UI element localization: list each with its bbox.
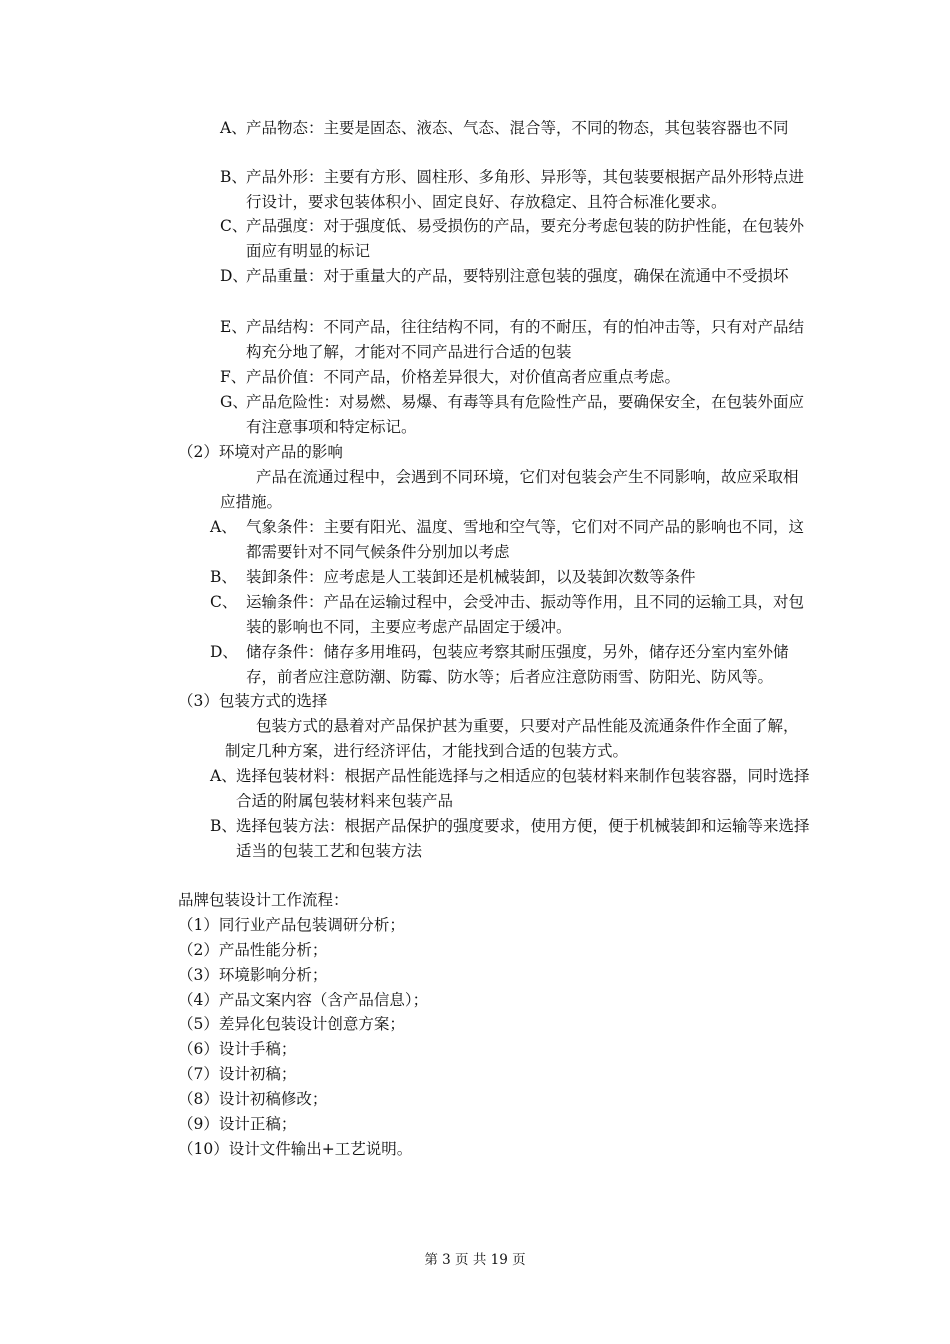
item-label: A、 xyxy=(220,119,247,137)
item-text: 气象条件：主要有阳光、温度、雪地和空气等，它们对不同产品的影响也不同，这都需要针对不同气候条件分别加以考虑 xyxy=(246,518,805,561)
item-label: D、 xyxy=(220,267,248,285)
item-label: C、 xyxy=(210,593,238,611)
item-label: G、 xyxy=(220,393,248,411)
workflow-step: （1）同行业产品包装调研分析； xyxy=(178,916,405,934)
workflow-step: （4）产品文案内容（含产品信息）； xyxy=(178,991,429,1009)
workflow-step: （9）设计正稿； xyxy=(178,1115,297,1133)
item-label: F、 xyxy=(220,368,247,386)
section-heading-packaging-method: （3）包装方式的选择 xyxy=(178,692,328,710)
packaging-method-item-a xyxy=(210,764,810,813)
workflow-step: （3）环境影响分析； xyxy=(178,966,328,984)
packaging-method-item-b xyxy=(210,814,810,863)
workflow-step: （2）产品性能分析； xyxy=(178,941,328,959)
item-text: 产品结构：不同产品，往往结构不同，有的不耐压，有的怕冲击等，只有对产品结构充分地了解，才能对不同产品进行合适的包装 xyxy=(246,318,805,361)
environment-item-c xyxy=(210,590,810,639)
workflow-step: （6）设计手稿； xyxy=(178,1040,297,1058)
workflow-title: 品牌包装设计工作流程： xyxy=(178,891,349,909)
item-text: 产品危险性：对易燃、易爆、有毒等具有危险性产品，要确保安全，在包装外面应有注意事项和特定标记。 xyxy=(246,393,805,436)
packaging-method-intro: 包装方式的悬着对产品保护甚为重要，只要对产品性能及流通条件作全面了解，制定几种方案，进行经济评估，才能找到合适的包装方式。 xyxy=(225,717,799,760)
product-factor-f xyxy=(220,365,810,390)
item-text: 装卸条件：应考虑是人工装卸还是机械装卸，以及装卸次数等条件 xyxy=(246,568,696,586)
item-text: 运输条件：产品在运输过程中，会受冲击、振动等作用，且不同的运输工具，对包装的影响也不同，主要应考虑产品固定于缓冲。 xyxy=(246,593,805,636)
item-text: 产品价值：不同产品，价格差异很大，对价值高者应重点考虑。 xyxy=(246,368,681,386)
item-label: B、 xyxy=(210,817,237,835)
environment-item-a xyxy=(210,515,810,564)
item-label: D、 xyxy=(210,643,238,661)
section-heading-environment: （2）环境对产品的影响 xyxy=(178,443,343,461)
item-text: 储存条件：储存多用堆码，包装应考察其耐压强度，另外，储存还分室内室外储存，前者应注意防潮、防霉、防水等；后者应注意防雨雪、防阳光、防风等。 xyxy=(246,643,789,686)
item-text: 产品重量：对于重量大的产品，要特别注意包装的强度，确保在流通中不受损坏 xyxy=(246,267,789,285)
environment-intro: 产品在流通过程中，会遇到不同环境，它们对包装会产生不同影响，故应采取相应措施。 xyxy=(220,468,799,511)
item-text: 选择包装方法：根据产品保护的强度要求，使用方便，便于机械装卸和运输等来选择适当的包装工艺和包装方法 xyxy=(236,817,810,860)
product-factor-g xyxy=(220,390,810,439)
environment-item-b xyxy=(210,565,810,590)
product-factor-c xyxy=(220,214,810,263)
item-label: C、 xyxy=(220,217,248,235)
item-text: 选择包装材料：根据产品性能选择与之相适应的包装材料来制作包装容器，同时选择合适的附属包装材料来包装产品 xyxy=(236,767,810,810)
product-factor-e xyxy=(220,315,810,364)
item-text: 产品物态：主要是固态、液态、气态、混合等，不同的物态，其包装容器也不同 xyxy=(246,119,789,137)
workflow-step: （8）设计初稿修改； xyxy=(178,1090,328,1108)
product-factor-a xyxy=(220,116,810,141)
item-label: E、 xyxy=(220,318,247,336)
product-factor-b xyxy=(220,165,810,214)
product-factor-d xyxy=(220,264,810,289)
item-label: A、 xyxy=(210,767,237,785)
item-text: 产品外形：主要有方形、圆柱形、多角形、异形等，其包装要根据产品外形特点进行设计，要求包装体积小、固定良好、存放稳定、且符合标准化要求。 xyxy=(246,168,805,211)
workflow-step: （10）设计文件输出+工艺说明。 xyxy=(178,1140,413,1158)
environment-item-d xyxy=(210,640,810,689)
item-label: B、 xyxy=(210,568,237,586)
page-number-footer: 第 3 页 共 19 页 xyxy=(424,1252,526,1268)
workflow-step: （7）设计初稿； xyxy=(178,1065,297,1083)
item-label: B、 xyxy=(220,168,247,186)
item-label: A、 xyxy=(210,518,237,536)
workflow-step: （5）差异化包装设计创意方案； xyxy=(178,1015,405,1033)
item-text: 产品强度：对于强度低、易受损伤的产品，要充分考虑包装的防护性能，在包装外面应有明显的标记 xyxy=(246,217,805,260)
